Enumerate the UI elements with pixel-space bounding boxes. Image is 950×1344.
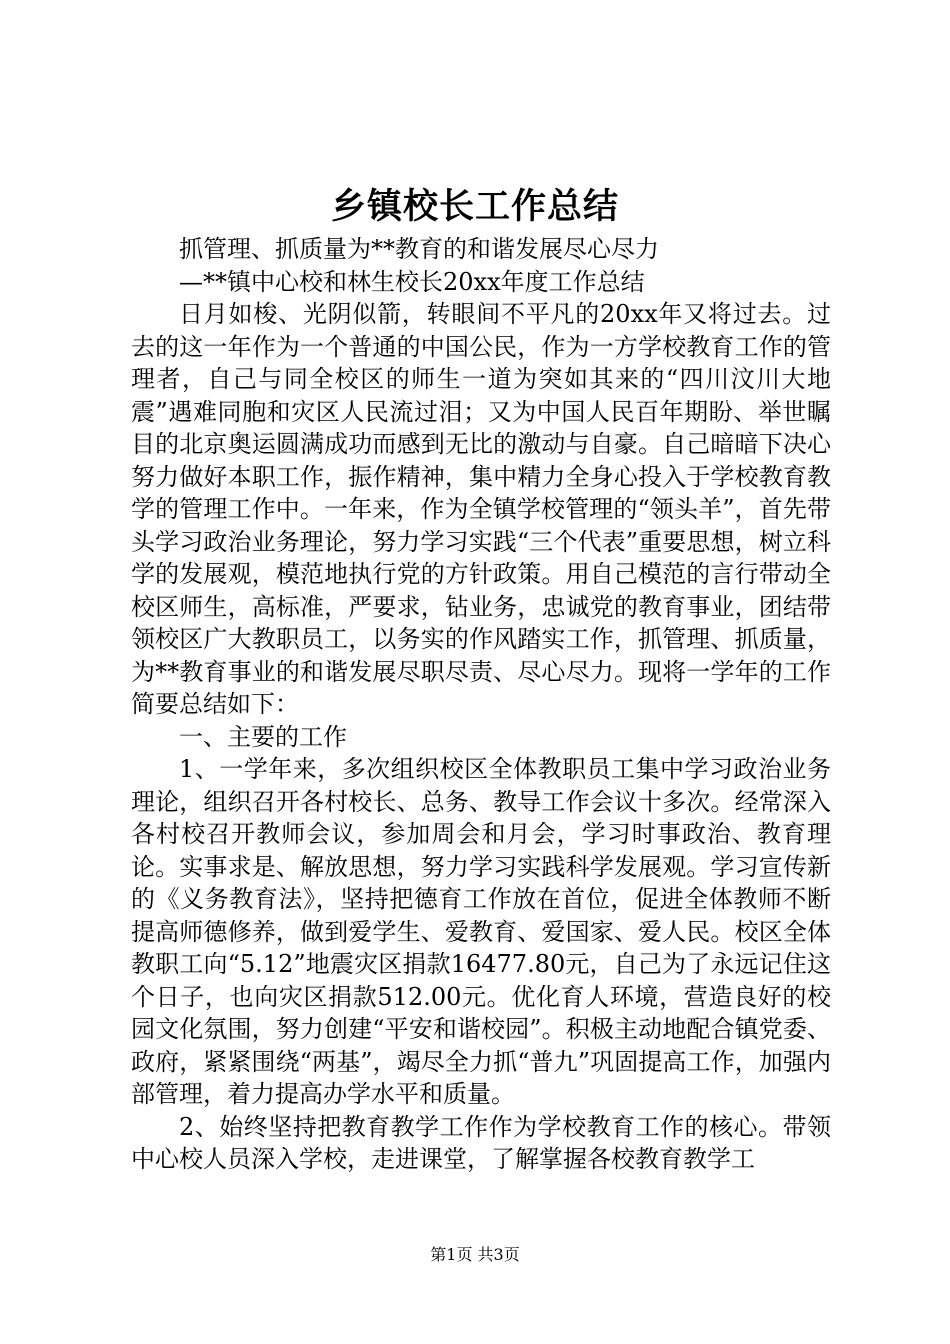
document-title: 乡镇校长工作总结 bbox=[330, 186, 619, 227]
subtitle-line: —**镇中心校和林生校长20xx年度工作总结 bbox=[179, 267, 645, 296]
page-footer: 第1页 共3页 bbox=[430, 1245, 520, 1264]
body-paragraph: 1、一学年来，多次组织校区全体教职员工集中学习政治业务理论，组织召开各村校长、总务、教导工作会议十多次。经常深入各村校召开教师会议，参加周会和月会，学习时事政治、教育理论。实事求是、解放思想，努力学习实践科学发展观。学习宣传新的《义务教育法》，坚持把德育工作放在首位，促进全体教师不断提高师德修养，做到爱学生、爱教育、爱国家、爱人民。校区全体教职工向“5.12”地震灾区捐款16477.80元，自己为了永远记住这个日子，也向灾区捐款512.00元。优化育人环境，营造良好的校园文化氛围，努力创建“平安和谐校园”。积极主动地配合镇党委、政府，紧紧围绕“两基”，竭尽全力抓“普九”巩固提高工作，加强内部管理，着力提高办学水平和质量。 bbox=[131, 755, 831, 1108]
document-body bbox=[131, 233, 831, 1176]
body-paragraph: 日月如梭、光阴似箭，转眼间不平凡的20xx年又将过去。过去的这一年作为一个普通的中国公民，作为一方学校教育工作的管理者，自己与同全校区的师生一道为突如其来的“四川汶川大地震”遇难同胞和灾区人民流过泪；又为中国人民百年期盼、举世瞩目的北京奥运圆满成功而感到无比的激动与自豪。自己暗暗下决心努力做好本职工作，振作精神，集中精力全身心投入于学校教育教学的管理工作中。一年来，作为全镇学校管理的“领头羊”，首先带头学习政治业务理论，努力学习实践“三个代表”重要思想，树立科学的发展观，模范地执行党的方针政策。用自己模范的言行带动全校区师生，高标准，严要求，钻业务，忠诚党的教育事业，团结带领校区广大教职员工，以务实的作风踏实工作，抓管理、抓质量，为**教育事业的和谐发展尽职尽责、尽心尽力。现将一学年的工作简要总结如下： bbox=[131, 300, 831, 718]
subtitle-line: 抓管理、抓质量为**教育的和谐发展尽心尽力 bbox=[179, 235, 659, 263]
body-paragraph: 2、始终坚持把教育教学工作作为学校教育工作的核心。带领中心校人员深入学校，走进课堂，了解掌握各校教育教学工 bbox=[131, 1112, 831, 1173]
section-heading: 一、主要的工作 bbox=[179, 722, 347, 751]
